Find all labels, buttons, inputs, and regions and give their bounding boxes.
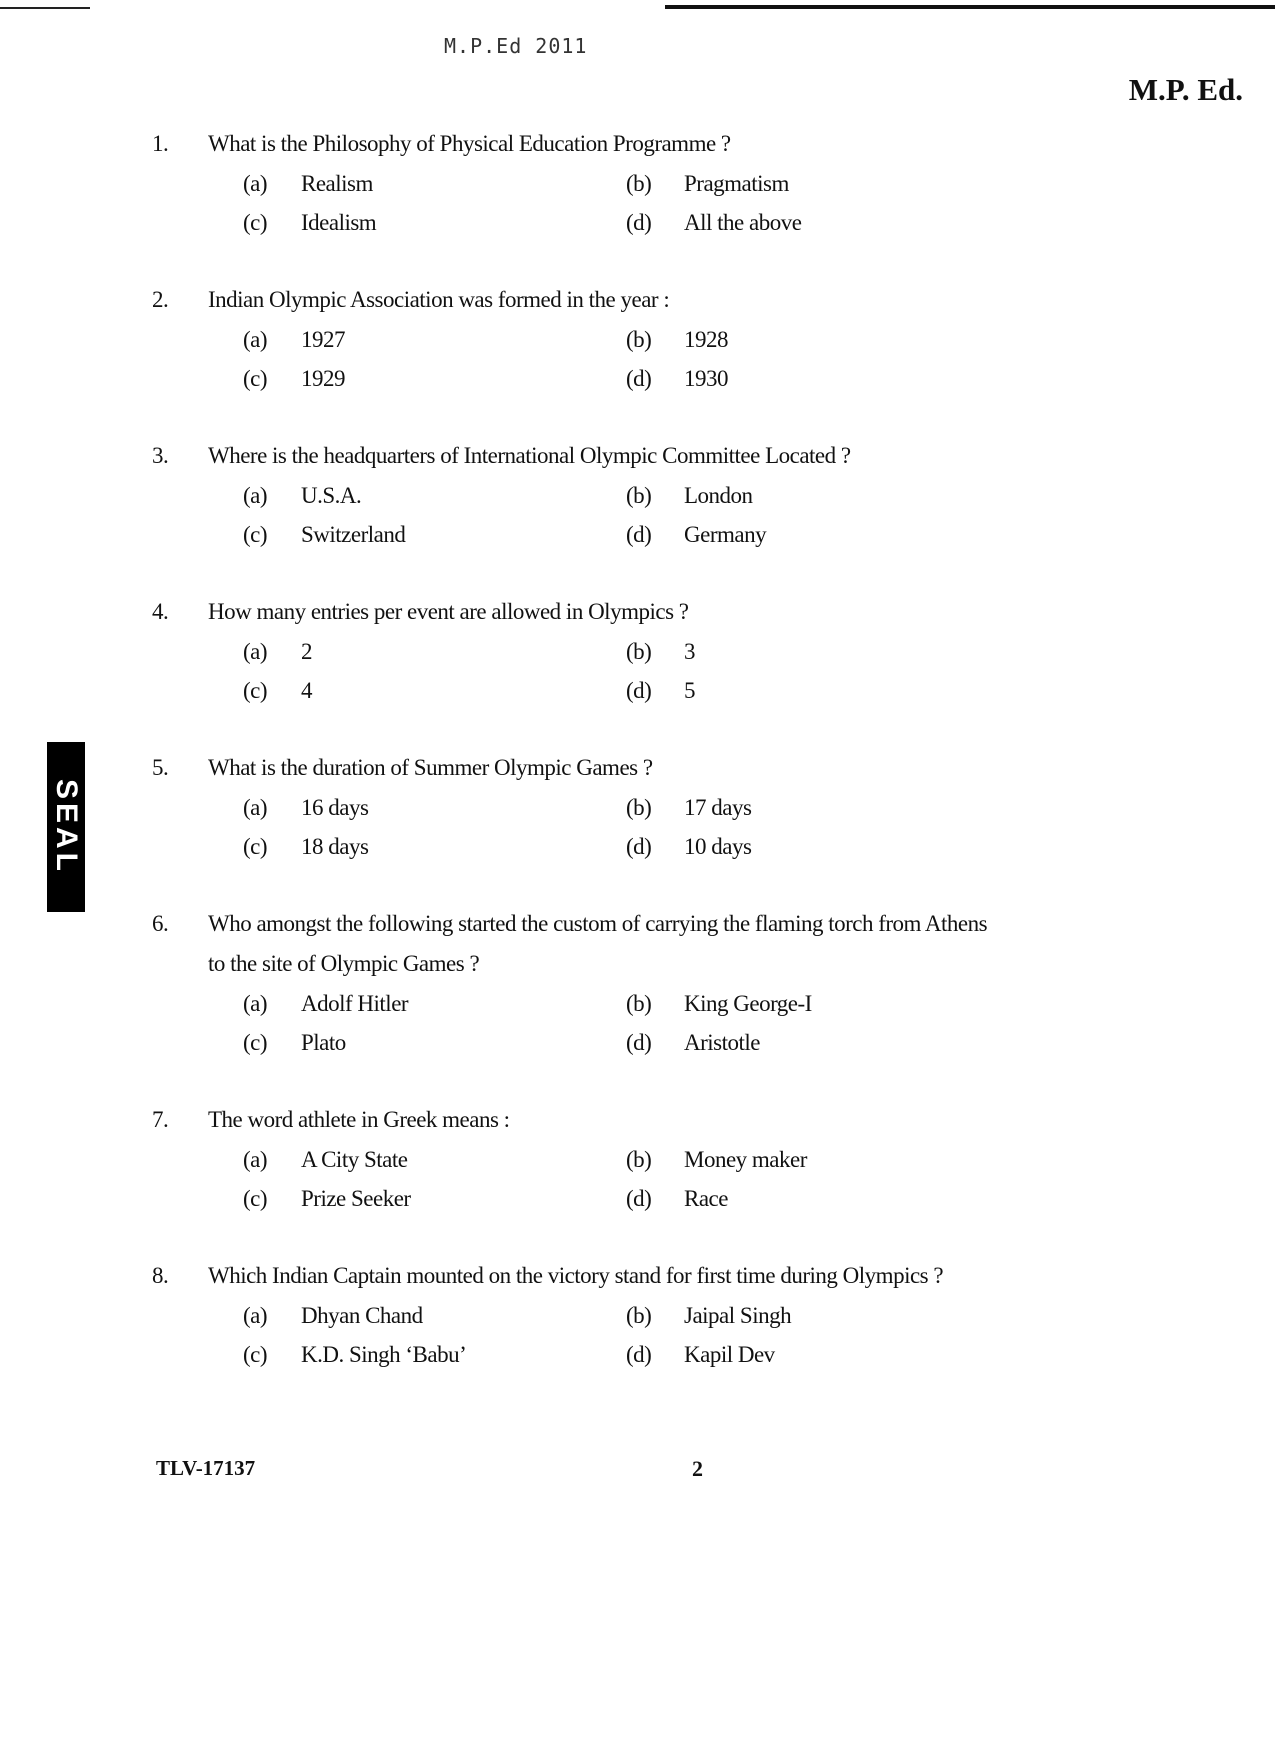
- option: [243, 1140, 626, 1179]
- option-text: 2: [301, 639, 312, 664]
- question-text: What is the Philosophy of Physical Education Programme ?: [208, 131, 731, 156]
- option: [243, 515, 626, 554]
- option: [626, 1140, 926, 1179]
- option-text: Race: [684, 1186, 728, 1211]
- option: [626, 359, 926, 398]
- option-text: 1930: [684, 366, 728, 391]
- option-text: K.D. Singh ‘Babu’: [301, 1342, 467, 1367]
- options-grid: [243, 1296, 1152, 1374]
- option: [626, 827, 926, 866]
- option: [243, 671, 626, 710]
- question-text: Who amongst the following started the custom of carrying the flaming torch from Athens to the site of Olympic Games ?: [208, 911, 988, 976]
- question: [152, 436, 1152, 554]
- option-text: 16 days: [301, 795, 369, 820]
- option-label: (c): [243, 678, 268, 703]
- option-text: Money maker: [684, 1147, 807, 1172]
- option-label: (b): [626, 991, 652, 1016]
- option-label: (a): [243, 1147, 268, 1172]
- option-label: (a): [243, 991, 268, 1016]
- option-text: Prize Seeker: [301, 1186, 411, 1211]
- question-text: Indian Olympic Association was formed in the year :: [208, 287, 670, 312]
- option-text: 10 days: [684, 834, 752, 859]
- option: [626, 984, 926, 1023]
- question-number: 4.: [152, 599, 169, 624]
- option: [243, 320, 626, 359]
- question-number: 1.: [152, 131, 169, 156]
- question-number: 7.: [152, 1107, 169, 1132]
- options-grid: [243, 320, 1152, 398]
- option: [626, 515, 926, 554]
- option-label: (c): [243, 1030, 268, 1055]
- question-number: 3.: [152, 443, 169, 468]
- option-label: (c): [243, 210, 268, 235]
- option-label: (c): [243, 834, 268, 859]
- option-text: 18 days: [301, 834, 369, 859]
- option: [626, 320, 926, 359]
- option-label: (d): [626, 1030, 652, 1055]
- question: [152, 904, 1152, 1062]
- option: [243, 984, 626, 1023]
- option: [243, 203, 626, 242]
- question-list: [152, 124, 1152, 1412]
- option: [626, 203, 926, 242]
- question: [152, 1100, 1152, 1218]
- page-header: M.P.Ed 2011: [444, 34, 588, 58]
- option-text: Plato: [301, 1030, 346, 1055]
- option-text: Kapil Dev: [684, 1342, 775, 1367]
- option-label: (a): [243, 327, 268, 352]
- option: [243, 359, 626, 398]
- question: [152, 592, 1152, 710]
- option-text: All the above: [684, 210, 802, 235]
- question-text: Which Indian Captain mounted on the victory stand for first time during Olympics ?: [208, 1263, 944, 1288]
- option-text: Aristotle: [684, 1030, 760, 1055]
- option-text: 1928: [684, 327, 728, 352]
- option-text: 5: [684, 678, 695, 703]
- option: [626, 1023, 926, 1062]
- paper-code: TLV-17137: [156, 1456, 256, 1480]
- option: [626, 1179, 926, 1218]
- question: [152, 280, 1152, 398]
- option-label: (b): [626, 171, 652, 196]
- question: [152, 1256, 1152, 1374]
- option-text: 4: [301, 678, 312, 703]
- option-label: (c): [243, 1342, 268, 1367]
- top-rule-right: [665, 5, 1275, 9]
- option-label: (d): [626, 522, 652, 547]
- option-text: A City State: [301, 1147, 408, 1172]
- option-text: King George-I: [684, 991, 812, 1016]
- option-text: Adolf Hitler: [301, 991, 409, 1016]
- question-number: 6.: [152, 911, 169, 936]
- option-text: 1927: [301, 327, 345, 352]
- option: [243, 1296, 626, 1335]
- question-text: How many entries per event are allowed in Olympics ?: [208, 599, 689, 624]
- option-label: (d): [626, 210, 652, 235]
- top-rule-left: [0, 7, 90, 9]
- option: [626, 1296, 926, 1335]
- option-text: Jaipal Singh: [684, 1303, 792, 1328]
- option: [626, 632, 926, 671]
- options-grid: [243, 788, 1152, 866]
- option: [243, 476, 626, 515]
- option-label: (c): [243, 1186, 268, 1211]
- option: [243, 1179, 626, 1218]
- page-number: 2: [692, 1456, 703, 1481]
- option-label: (b): [626, 483, 652, 508]
- option: [626, 1335, 926, 1374]
- option-label: (a): [243, 1303, 268, 1328]
- option-label: (b): [626, 639, 652, 664]
- option: [243, 827, 626, 866]
- options-grid: [243, 984, 1152, 1062]
- question: [152, 748, 1152, 866]
- option-label: (d): [626, 678, 652, 703]
- option: [243, 1335, 626, 1374]
- option-label: (b): [626, 1147, 652, 1172]
- option-label: (a): [243, 639, 268, 664]
- option: [243, 164, 626, 203]
- option-text: 3: [684, 639, 695, 664]
- option-label: (b): [626, 1303, 652, 1328]
- option-text: London: [684, 483, 753, 508]
- option: [626, 476, 926, 515]
- options-grid: [243, 1140, 1152, 1218]
- option-text: 17 days: [684, 795, 752, 820]
- option-text: Dhyan Chand: [301, 1303, 423, 1328]
- course-code: M.P. Ed.: [1128, 72, 1243, 107]
- option: [243, 632, 626, 671]
- option-text: Germany: [684, 522, 767, 547]
- options-grid: [243, 476, 1152, 554]
- option-text: Realism: [301, 171, 373, 196]
- question-number: 8.: [152, 1263, 169, 1288]
- option-text: 1929: [301, 366, 345, 391]
- seal-strip: [47, 742, 85, 912]
- option: [626, 788, 926, 827]
- options-grid: [243, 632, 1152, 710]
- question-text: The word athlete in Greek means :: [208, 1107, 510, 1132]
- option-label: (a): [243, 795, 268, 820]
- option-label: (d): [626, 1342, 652, 1367]
- option-text: Idealism: [301, 210, 377, 235]
- option-label: (d): [626, 366, 652, 391]
- option-label: (c): [243, 522, 268, 547]
- option: [243, 788, 626, 827]
- option-label: (a): [243, 171, 268, 196]
- option-label: (a): [243, 483, 268, 508]
- option-label: (b): [626, 327, 652, 352]
- option-text: Pragmatism: [684, 171, 789, 196]
- question: [152, 124, 1152, 242]
- option: [626, 671, 926, 710]
- question-text: Where is the headquarters of International Olympic Committee Located ?: [208, 443, 851, 468]
- option: [626, 164, 926, 203]
- option-text: Switzerland: [301, 522, 406, 547]
- question-number: 2.: [152, 287, 169, 312]
- seal-text: SEAL: [50, 778, 83, 875]
- option-text: U.S.A.: [301, 483, 362, 508]
- option-label: (d): [626, 834, 652, 859]
- options-grid: [243, 164, 1152, 242]
- option: [243, 1023, 626, 1062]
- question-text: What is the duration of Summer Olympic Games ?: [208, 755, 653, 780]
- option-label: (b): [626, 795, 652, 820]
- question-number: 5.: [152, 755, 169, 780]
- option-label: (c): [243, 366, 268, 391]
- option-label: (d): [626, 1186, 652, 1211]
